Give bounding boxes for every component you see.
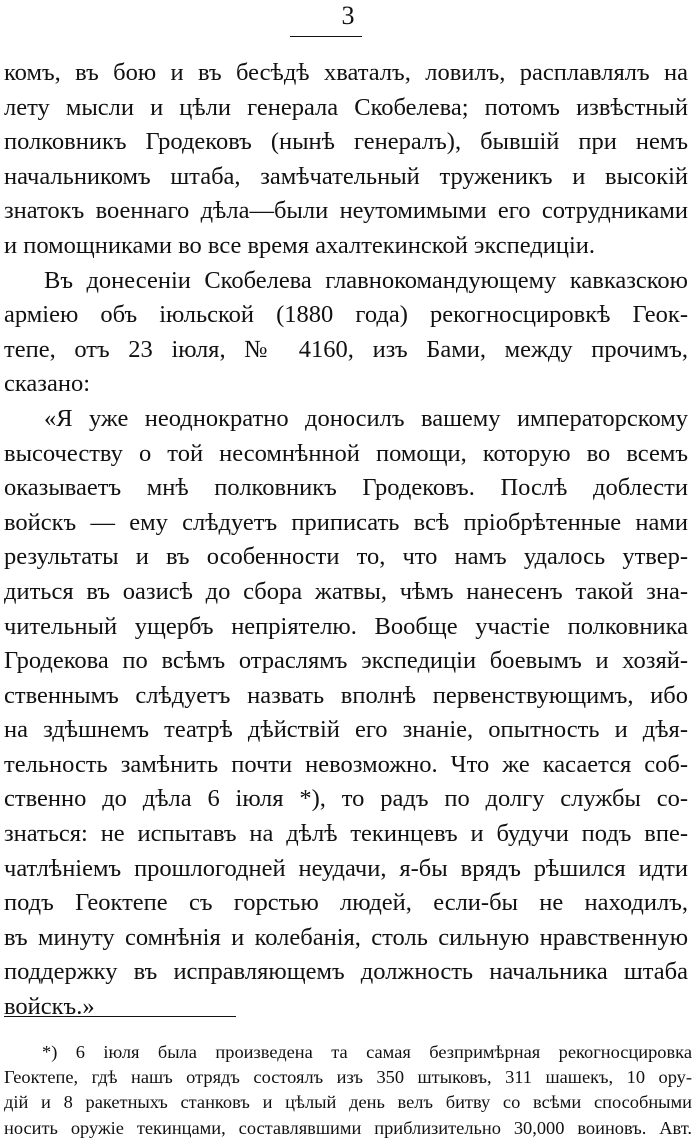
text-line: лету мысли и цѣли генерала Скобелева; потомъ извѣстный bbox=[4, 93, 688, 121]
main-text bbox=[4, 56, 688, 1025]
footnote-rule bbox=[4, 1016, 236, 1017]
quote-line: чительный ущербъ непріятелю. Вообще участіе полковника bbox=[4, 612, 688, 640]
quote-line: результаты и въ особенности то, что намъ удалось утвер- bbox=[4, 543, 688, 571]
quote-line: тельность замѣнить почти невозможно. Что же касается соб- bbox=[4, 750, 688, 778]
quote-line: на здѣшнемъ театрѣ дѣйствій его знаніе, опытность и дѣя- bbox=[4, 716, 688, 744]
quote-line: Гродекова по всѣмъ отраслямъ экспедиціи боевымъ и хозяй- bbox=[4, 647, 688, 675]
quote-line: войскъ.» bbox=[4, 993, 95, 1021]
text-line: и помощниками во все время ахалтекинской экспедиціи. bbox=[4, 231, 596, 259]
footnote-line: *) 6 іюля была произведена та самая безпримѣрная рекогносцировка bbox=[42, 1042, 692, 1062]
quote-line: «Я уже неоднократно доносилъ вашему императорскому bbox=[44, 404, 688, 432]
text-line: Въ донесеніи Скобелева главнокомандующему кавказскою bbox=[44, 266, 688, 294]
text-line: начальникомъ штаба, замѣчательный труженикъ и высокій bbox=[4, 162, 688, 190]
quote-line: въ минуту сомнѣнія и колебанія, столь сильную нравственную bbox=[4, 923, 688, 951]
footnote-line: дій и 8 ракетныхъ станковъ и цѣлый день велъ битву со всѣми способными bbox=[4, 1092, 692, 1113]
footnote-line: носить оружіе текинцами, составлявшими приблизительно 30,000 воиновъ. Авт. bbox=[4, 1117, 692, 1138]
quote-line: чатлѣніемъ прошлогодней неудачи, я-бы врядъ рѣшился идти bbox=[4, 854, 688, 882]
page-number: 3 bbox=[341, 1, 355, 30]
quote-line: ственнымъ слѣдуетъ назвать вполнѣ первенствующимъ, ибо bbox=[4, 681, 688, 709]
header-rule bbox=[290, 36, 362, 37]
text-line: знатокъ военнаго дѣла—были неутомимыми его сотрудниками bbox=[4, 197, 688, 225]
quote-line: диться въ оазисѣ до сбора жатвы, чѣмъ нанесенъ такой зна- bbox=[4, 577, 688, 605]
quote-line: оказываетъ мнѣ полковникъ Гродековъ. Послѣ доблести bbox=[4, 474, 688, 502]
quote-line: подъ Геоктепе съ горстью людей, если-бы не находилъ, bbox=[4, 889, 688, 917]
text-line: тепе, отъ 23 іюля, № 4160, изъ Бами, между прочимъ, bbox=[4, 335, 688, 363]
footnote-line: Геоктепе, гдѣ нашъ отрядъ состоялъ изъ 350 штыковъ, 311 шашекъ, 10 ору- bbox=[4, 1067, 692, 1088]
quote-line: поддержку въ исправляющемъ должность начальника штаба bbox=[4, 958, 688, 986]
quote-line: высочеству о той несомнѣнной помощи, которую во всемъ bbox=[4, 439, 688, 467]
text-line: комъ, въ бою и въ бесѣдѣ хваталъ, ловилъ, расплавлялъ на bbox=[4, 59, 688, 86]
quote-line: войскъ — ему слѣдуетъ приписать всѣ пріобрѣтенные нами bbox=[4, 508, 688, 536]
text-line: полковникъ Гродековъ (нынѣ генералъ), бывшій при немъ bbox=[4, 128, 688, 156]
text-line: арміею объ іюльской (1880 года) рекогносцировкѣ Геок- bbox=[4, 301, 688, 329]
text-line: сказано: bbox=[4, 370, 91, 398]
quote-line: ственно до дѣла 6 іюля *), то радъ по долгу службы со- bbox=[4, 785, 688, 813]
footnote bbox=[4, 1040, 692, 1141]
quote-line: знаться: не испытавъ на дѣлѣ текинцевъ и будучи подъ впе- bbox=[4, 820, 688, 848]
